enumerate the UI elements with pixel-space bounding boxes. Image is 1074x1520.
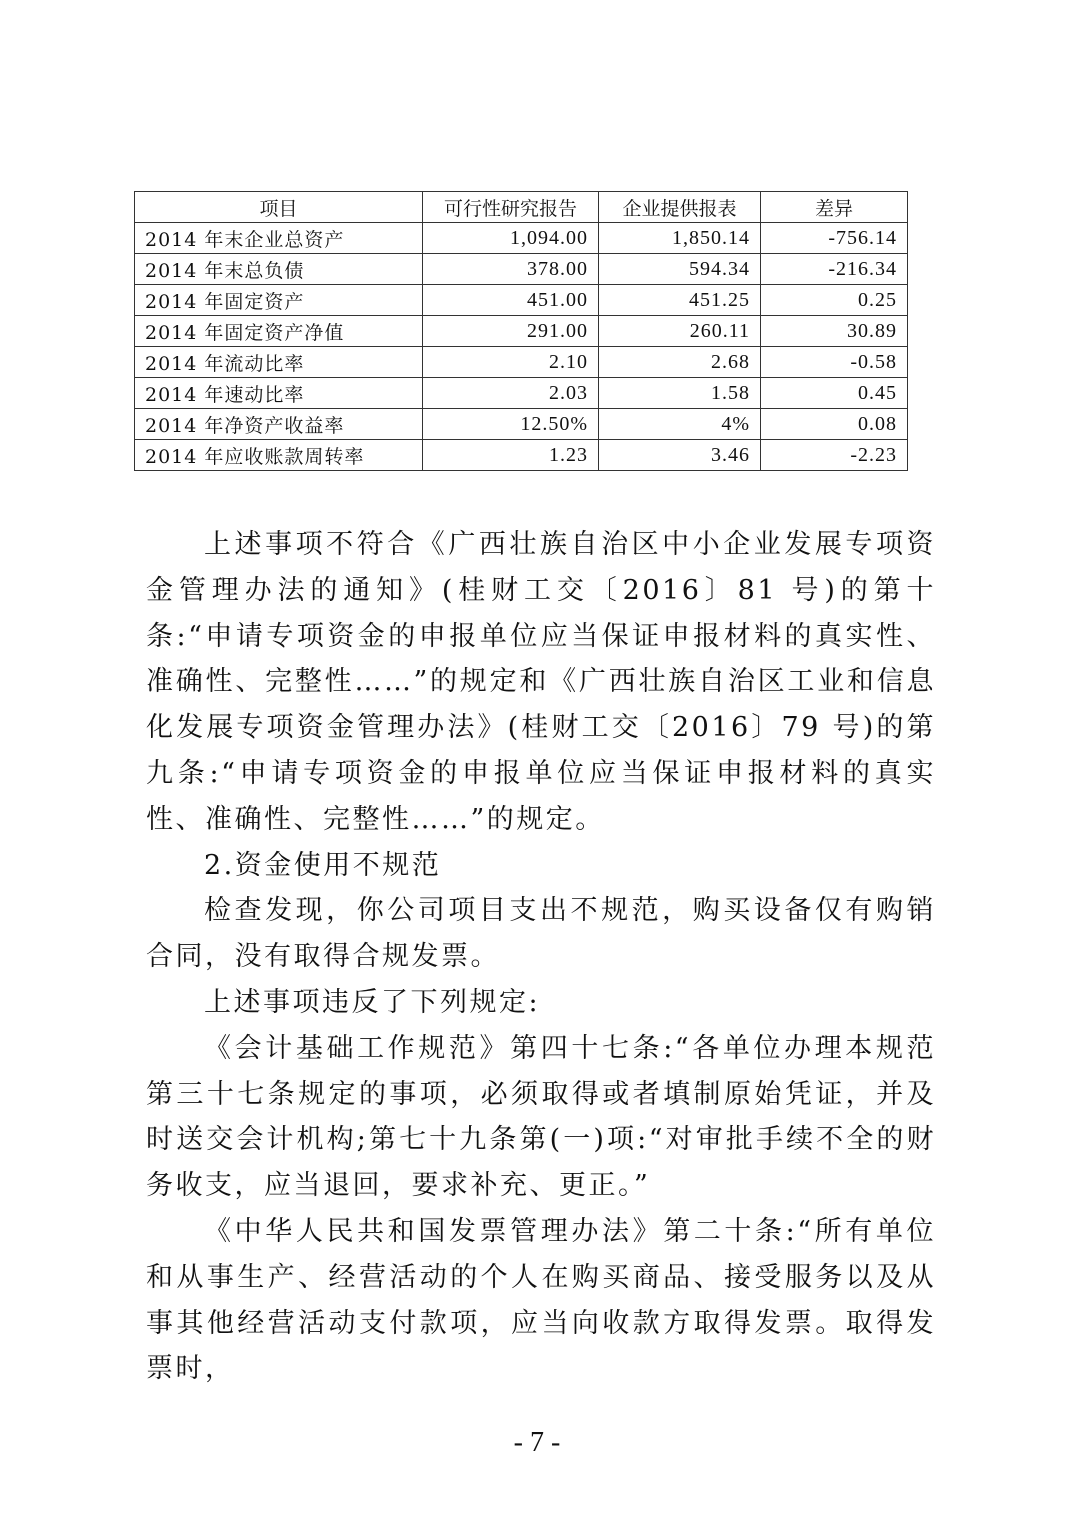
feasibility-value: 2.10: [423, 347, 599, 378]
comparison-table: [134, 191, 908, 471]
paragraph: 《会计基础工作规范》第四十七条:“各单位办理本规范第三十七条规定的事项，必须取得或者填制原始凭证，并及时送交会计机构;第七十九条第(一)项:“对审批手续不全的财务收支，应当退回，要求补充、更正。”: [146, 1032, 936, 1202]
table-row: [135, 223, 908, 254]
row-label: 2014 年净资产收益率: [135, 409, 423, 440]
difference-value: 0.45: [761, 378, 908, 409]
company-value: 4%: [599, 409, 761, 440]
difference-value: -216.34: [761, 254, 908, 285]
row-label: 2014 年末企业总资产: [135, 223, 423, 254]
feasibility-value: 2.03: [423, 378, 599, 409]
body-text: [146, 522, 936, 1392]
company-value: 2.68: [599, 347, 761, 378]
table-row: [135, 409, 908, 440]
table-row: [135, 378, 908, 409]
company-value: 594.34: [599, 254, 761, 285]
difference-value: 0.08: [761, 409, 908, 440]
table-header-row: [135, 192, 908, 223]
feasibility-value: 291.00: [423, 316, 599, 347]
table-row: [135, 316, 908, 347]
company-value: 3.46: [599, 440, 761, 471]
feasibility-value: 1.23: [423, 440, 599, 471]
paragraph: 上述事项不符合《广西壮族自治区中小企业发展专项资金管理办法的通知》(桂财工交〔2016〕81 号)的第十条:“申请专项资金的申报单位应当保证申报材料的真实性、准确性、完整性……”的规定和《广西壮族自治区工业和信息化发展专项资金管理办法》(桂财工交〔2016〕79 号)的第九条:“申请专项资金的申报单位应当保证申报材料的真实性、准确性、完整性……”的规定。: [146, 529, 936, 835]
row-label: 2014 年固定资产: [135, 285, 423, 316]
section-heading: 2.资金使用不规范: [204, 849, 442, 881]
company-value: 1.58: [599, 378, 761, 409]
table-row: [135, 440, 908, 471]
table-row: [135, 347, 908, 378]
row-label: 2014 年流动比率: [135, 347, 423, 378]
header-feasibility-report: 可行性研究报告: [423, 192, 599, 223]
company-value: 260.11: [599, 316, 761, 347]
paragraph: 《中华人民共和国发票管理办法》第二十条:“所有单位和从事生产、经营活动的个人在购买商品、接受服务以及从事其他经营活动支付款项，应当向收款方取得发票。取得发票时，: [146, 1215, 936, 1385]
paragraph: 检查发现，你公司项目支出不规范，购买设备仅有购销合同，没有取得合规发票。: [146, 895, 936, 973]
row-label: 2014 年固定资产净值: [135, 316, 423, 347]
difference-value: -2.23: [761, 440, 908, 471]
difference-value: 0.25: [761, 285, 908, 316]
row-label: 2014 年应收账款周转率: [135, 440, 423, 471]
header-difference: 差异: [761, 192, 908, 223]
feasibility-value: 12.50%: [423, 409, 599, 440]
difference-value: -0.58: [761, 347, 908, 378]
row-label: 2014 年速动比率: [135, 378, 423, 409]
table-row: [135, 254, 908, 285]
company-value: 1,850.14: [599, 223, 761, 254]
header-item: 项目: [135, 192, 423, 223]
feasibility-value: 1,094.00: [423, 223, 599, 254]
feasibility-value: 451.00: [423, 285, 599, 316]
header-company-statement: 企业提供报表: [599, 192, 761, 223]
difference-value: 30.89: [761, 316, 908, 347]
table-row: [135, 285, 908, 316]
company-value: 451.25: [599, 285, 761, 316]
difference-value: -756.14: [761, 223, 908, 254]
page-number: - 7 -: [513, 1427, 561, 1458]
paragraph: 上述事项违反了下列规定:: [204, 986, 541, 1018]
row-label: 2014 年末总负债: [135, 254, 423, 285]
feasibility-value: 378.00: [423, 254, 599, 285]
